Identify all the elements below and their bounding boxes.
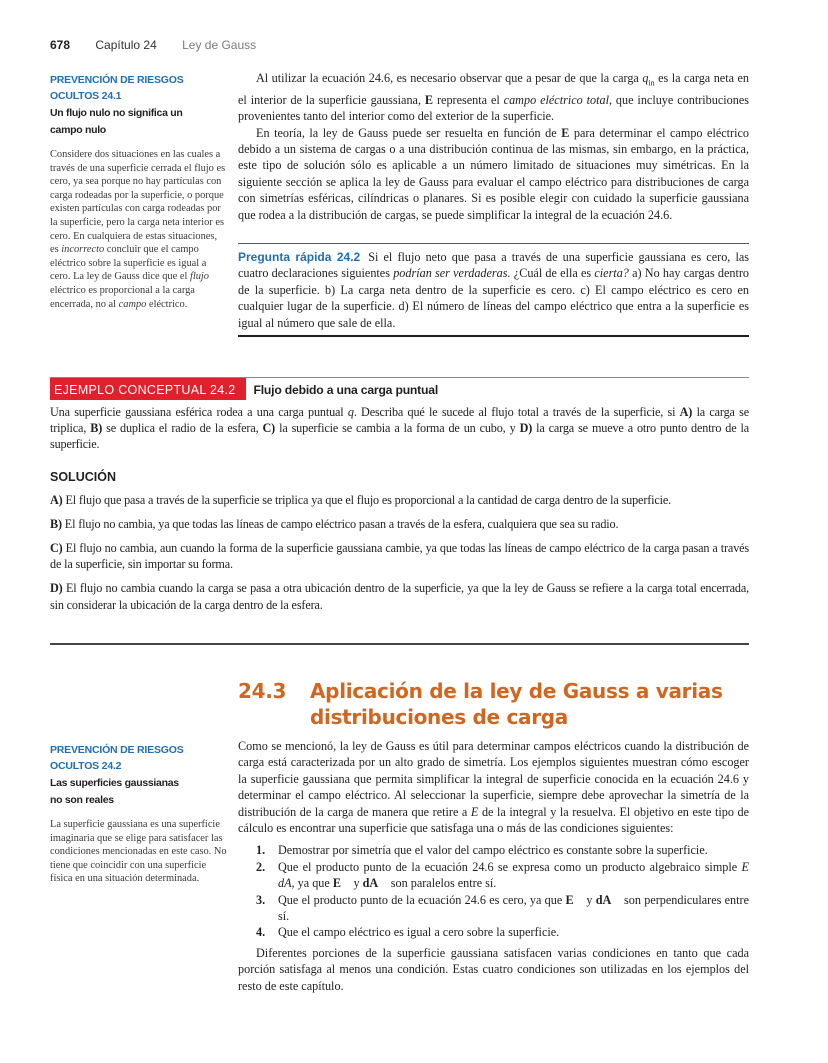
text: Al utilizar la ecuación 24.6, es necesario observar que a pesar de que la carga (256, 71, 643, 85)
solution-answer-d (50, 580, 749, 612)
text: En teoría, la ley de Gauss puede ser resuelta en función de (256, 125, 562, 140)
variable-q: q (347, 405, 354, 419)
section-number: 24.3 (238, 679, 287, 703)
text: , que incluye contribuciones provenientes tanto del interior como del exterior de la superficie. (238, 92, 749, 124)
emphasis: campo eléctrico total (503, 92, 609, 107)
pitfall-title-line1: Las superficies gaussianas (50, 777, 179, 789)
pitfall-text: eléctrico es proporcional a la carga encerrada, no al (50, 284, 195, 310)
pitfall-emphasis: campo (118, 298, 147, 310)
variable-q: q (642, 71, 649, 85)
text: son perpendiculares entre sí. (278, 892, 750, 924)
item-number: 2. (256, 859, 266, 874)
pitfall-label (50, 72, 228, 104)
pitfall-title (50, 775, 228, 809)
text: . Describa qué le sucede al flujo total a través de la superficie, si (353, 405, 680, 419)
pitfall-title-line2: no son reales (50, 794, 114, 806)
example-tag: EJEMPLO CONCEPTUAL 24.2 (50, 378, 246, 400)
example-title: Flujo debido a una carga puntual (253, 383, 439, 397)
paragraph (238, 70, 749, 125)
variable-E: E (470, 804, 479, 819)
section-title-line2: distribuciones de carga (310, 705, 569, 729)
text: El flujo que pasa a través de la superficie se triplica ya que el flujo es proporcional a la cantidad de carga dentro de la superficie. (62, 492, 672, 507)
part-label: D) (519, 421, 533, 436)
pitfall-label-line2: OCULTOS 24.1 (50, 90, 122, 102)
quick-quiz-label: Pregunta rápida 24.2 (238, 250, 361, 264)
part-label: A) (50, 492, 63, 507)
condition-item (238, 924, 749, 940)
pitfall-note-24-2 (50, 742, 228, 886)
condition-item (238, 842, 749, 858)
conditions-list (238, 842, 749, 940)
text: El flujo no cambia, ya que todas las líneas de campo eléctrico pasan a través de la esfera, cualquiera que sea su radio. (61, 516, 619, 531)
text: Como se mencionó, la ley de Gauss es útil para determinar campos eléctricos cuando la distribución de carga está caracterizada por un alto grado de simetría. Los ejemplos siguientes muestran cómo escoger la superficie gaussiana que permita simplificar la integral de superficie conocida en la ecuación 24.6 y determinar el campo eléctrico. Al seleccionar la superficie, siempre debe aprovechar la simetría de la distribución de la carga de manera que retire a (238, 739, 749, 819)
pitfall-text: Considere dos situaciones en las cuales a través de una superficie cerrada el flujo es cero, ya sea porque no hay partículas con carga rodeadas por la superficie, o porque existen partículas con carga rodeadas por la superficie, pero la carga neta interior es cero. En cualquiera de estas situaciones, es (50, 149, 226, 256)
pitfall-label-line2: OCULTOS 24.2 (50, 760, 122, 772)
text: representa el (433, 92, 504, 107)
part-label: D) (50, 581, 63, 596)
text: , ya que (291, 876, 333, 891)
text: a) No hay cargas dentro de la superficie. b) La carga neta dentro de la superficie es cero. c) El campo eléctrico es cero en cualquier lugar de la superficie. d) El número de líneas del campo eléctrico que entra a la superficie es igual al número que sale de ella. (238, 266, 750, 330)
part-label: B) (50, 516, 62, 531)
pitfall-label (50, 742, 228, 774)
section-body (238, 738, 749, 994)
paragraph (238, 738, 749, 836)
page-number: 678 (50, 38, 71, 52)
example-end-rule (50, 643, 749, 645)
text: Que el campo eléctrico es igual a cero sobre la superficie. (278, 925, 560, 940)
emphasis: cierta? (594, 266, 629, 281)
vector-dA: dA⃗ (595, 892, 621, 907)
text: la carga se mueve a otro punto dentro de la superficie. (50, 421, 750, 452)
pitfall-title (50, 105, 228, 139)
item-number: 1. (256, 843, 266, 858)
chapter-topic: Ley de Gauss (182, 38, 257, 52)
part-label: C) (262, 421, 276, 436)
text: Si el flujo neto que pasa a través de una superficie gaussiana es cero, las cuatro declaraciones siguientes (238, 250, 749, 281)
text: son paralelos entre sí. (387, 876, 497, 891)
pitfall-title-line2: campo nulo (50, 124, 106, 136)
example-statement (50, 404, 749, 453)
vector-E: E⃗ (332, 876, 351, 891)
text: para determinar el campo eléctrico debido a un sistema de cargas o a una distribución continua de las mismas, sin embargo, en la práctica, este tipo de solución sólo es aplicable a un número limitado de situaciones muy simétricas. En la siguiente sección se aplica la ley de Gauss para evaluar el campo eléctrico para distribuciones de carga con simetrías esféricas, cilíndricas o planares. Si es posible elegir con cuidado la superficie gaussiana que rodea a la distribución de cargas, se puede simplificar la integral de la ecuación 24.6. (238, 125, 749, 222)
vector-dA: dA⃗ (362, 876, 388, 891)
pitfall-body (50, 148, 228, 311)
pitfall-label-line1: PREVENCIÓN DE RIESGOS (50, 744, 184, 756)
pitfall-label-line1: PREVENCIÓN DE RIESGOS (50, 74, 184, 86)
quick-quiz (238, 243, 749, 337)
condition-item (238, 892, 749, 925)
text: Demostrar por simetría que el valor del campo eléctrico es constante sobre la superficie. (278, 843, 708, 858)
conceptual-example (50, 377, 749, 613)
solution-answer-c (50, 540, 749, 572)
text: ¿Cuál de ella es (510, 266, 595, 281)
text: la carga se triplica, (50, 405, 750, 436)
vector-E: E (561, 125, 570, 140)
emphasis: podrían ser verdaderas. (393, 266, 511, 281)
item-number: 4. (256, 925, 266, 940)
pitfall-body: La superficie gaussiana es una superficie imaginaria que se elige para satisfacer las condiciones mencionadas en este caso. No tiene que coincidir con una superficie física en una situación determinada. (50, 819, 227, 885)
pitfall-text: eléctrico. (146, 298, 188, 310)
vector-E: E⃗ (565, 892, 584, 907)
text: y (583, 892, 596, 907)
expression-EdA: E dA (278, 859, 749, 891)
part-label: B) (90, 421, 103, 436)
text: de la integral y la resuelva. El objetivo en este tipo de cálculo es encontrar una superficie que satisfaga una o más de las condiciones siguientes: (238, 804, 749, 836)
part-label: A) (679, 405, 693, 419)
pitfall-note-24-1 (50, 72, 228, 311)
solution-answer-b (50, 516, 749, 532)
pitfall-text: concluir que el campo eléctrico sobre la superficie es igual a cero. La ley de Gauss dice que el (50, 244, 207, 283)
part-label: C) (50, 541, 63, 556)
condition-item (238, 859, 749, 892)
paragraph (238, 125, 749, 223)
pitfall-title-line1: Un flujo nulo no significa un (50, 107, 183, 119)
text: El flujo no cambia cuando la carga se pasa a otra ubicación dentro de la superficie, ya que la ley de Gauss se refiere a la carga total encerrada, sin considerar la ubicación de la carga dentro de la esfera. (50, 581, 749, 612)
text: la superficie se cambia a la forma de un cubo, y (275, 421, 520, 436)
example-header (50, 377, 749, 400)
text: y (350, 876, 363, 891)
paragraph: Diferentes porciones de la superficie gaussiana satisfacen varias condiciones en tanto que cada porción satisfaga al menos una condición. Estas cuatro condiciones son utilizadas en los ejemplos del resto de este capítulo. (238, 945, 749, 993)
section-title-line1: Aplicación de la ley de Gauss a varias (310, 679, 723, 703)
section-heading (238, 678, 723, 730)
chapter-label: Capítulo 24 (95, 38, 157, 52)
pitfall-emphasis: incorrecto (61, 244, 105, 256)
vector-E: E (424, 92, 434, 107)
text: Una superficie gaussiana esférica rodea a una carga puntual (50, 405, 348, 419)
text: es la carga neta en el interior de la superficie gaussiana, (238, 71, 749, 107)
pitfall-emphasis: flujo (189, 271, 209, 283)
running-head (50, 38, 256, 52)
text: se duplica el radio de la esfera, (102, 421, 263, 436)
text: Que el producto punto de la ecuación 24.6 es cero, ya que (278, 892, 566, 907)
text: El flujo no cambia, aun cuando la forma de la superficie gaussiana cambie, ya que todas las líneas de campo eléctrico de la carga pasan a través de la superficie, sin importar su forma. (50, 541, 749, 572)
intro-text (238, 70, 749, 223)
item-number: 3. (256, 892, 266, 907)
subscript: in (648, 78, 655, 88)
solution-heading: SOLUCIÓN (50, 469, 116, 484)
text: Que el producto punto de la ecuación 24.6 se expresa como un producto algebraico simple (278, 859, 742, 874)
solution-answer-a (50, 492, 749, 508)
